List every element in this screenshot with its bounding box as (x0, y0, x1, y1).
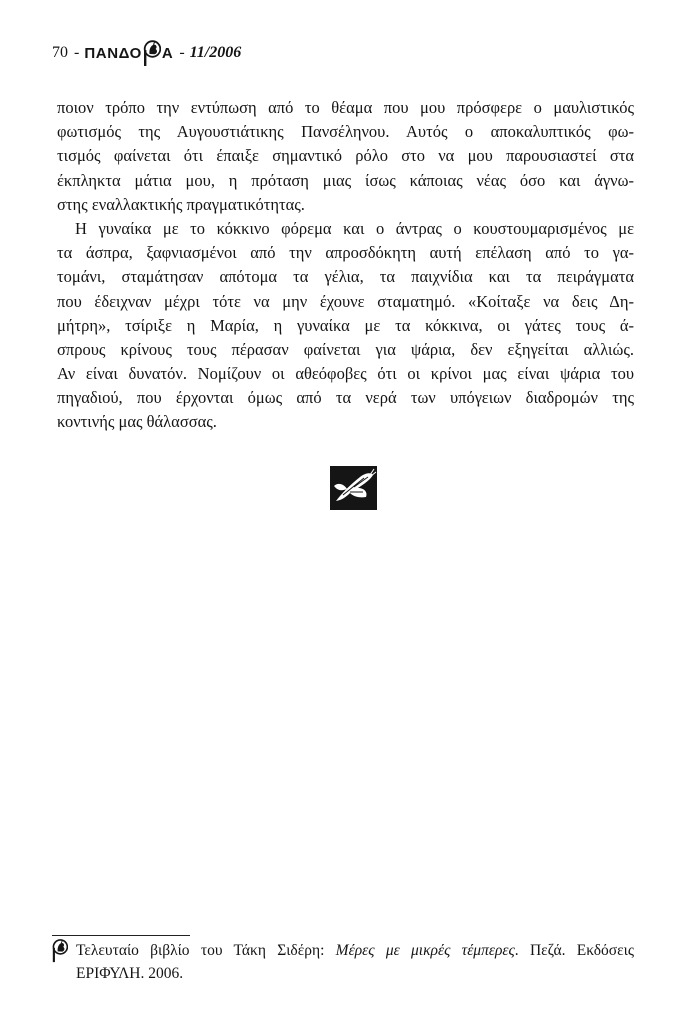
text-line: τομάνι, σταμάτησαν απότομα τα γέλια, τα παιχνίδια και τα πειράγματα (57, 267, 634, 287)
footnote-publisher-lead: . Πεζά. Εκδόσεις (514, 942, 634, 959)
header-separator: - (74, 44, 80, 61)
footnote-line: ΕΡΙΦΥΛΗ. 2006. (76, 965, 184, 982)
text-line: που έδειχναν μέχρι τότε να μην έχουνε σταματημό. «Κοίταξε να δεις Δη- (57, 291, 634, 311)
pandora-logo-icon (142, 39, 161, 67)
text-line: έκπληκτα μάτια μου, η πρόταση μιας ίσως κάποιας νέας όσο και άγνω- (57, 170, 634, 190)
text-line: κοντινής μας θάλασσας. (57, 412, 217, 432)
footnote-line (76, 939, 634, 962)
body-paragraph (57, 96, 634, 217)
text-line: ποιον τρόπο την εντύπωση από το θέαμα που μου πρόσφερε ο μαυλιστικός (57, 98, 634, 117)
body-paragraph (57, 217, 634, 435)
journal-title-start: ΠΑΝΔΟ (84, 44, 142, 62)
text-line: μήτρη», τσίριξε η Μαρία, η γυναίκα με τα κόκκινα, οι γάτες τους ά- (57, 315, 634, 335)
text-line: πηγαδιού, που έρχονται όμως από τα νερά των υπόγειων διαδρομών της (57, 388, 634, 408)
text-line: Αν είναι δυνατόν. Νομίζουν οι αθεόφοβες ότι οι κρίνοι μας είναι ψάρια του (57, 364, 634, 384)
text-line: φωτισμός της Αυγουστιάτικης Πανσέληνου. Αυτός ο αποκαλυπτικός φω- (57, 122, 634, 142)
text-line: τα άσπρα, ξαφνιασμένοι από την απροσδόκητη αυτή επέλαση από το γα- (57, 243, 634, 263)
pandora-logo-icon (51, 938, 68, 963)
journal-title-end: Α (161, 44, 174, 62)
text-line: τισμός φαίνεται ότι έπαιξε σημαντικό ρόλο στο να μου παρουσιαστεί στα (57, 146, 634, 166)
body-text (57, 96, 634, 435)
footnote-book-title: Μέρες με μικρές τέμπερες (335, 942, 515, 959)
page-number: 70 (52, 44, 68, 61)
footnote-rule (52, 935, 190, 936)
text-line: Η γυναίκα με το κόκκινο φόρεμα και ο άντρας ο κουστουμαρισμένος με (75, 218, 634, 238)
text-line: σπρους κρίνους τους πέρασαν φαίνεται για ψάρια, δεν εξηγείται αλλιώς. (57, 339, 634, 359)
running-header (52, 39, 241, 67)
footnote-text (76, 939, 634, 985)
issue-date: 11/2006 (189, 44, 242, 61)
butterfly-ornament-icon (330, 466, 377, 510)
text-line: στης εναλλακτικής πραγματικότητας. (57, 194, 305, 214)
header-separator: - (179, 44, 185, 61)
footnote-lead: Τελευταίο βιβλίο του Τάκη Σιδέρη: (76, 942, 336, 959)
